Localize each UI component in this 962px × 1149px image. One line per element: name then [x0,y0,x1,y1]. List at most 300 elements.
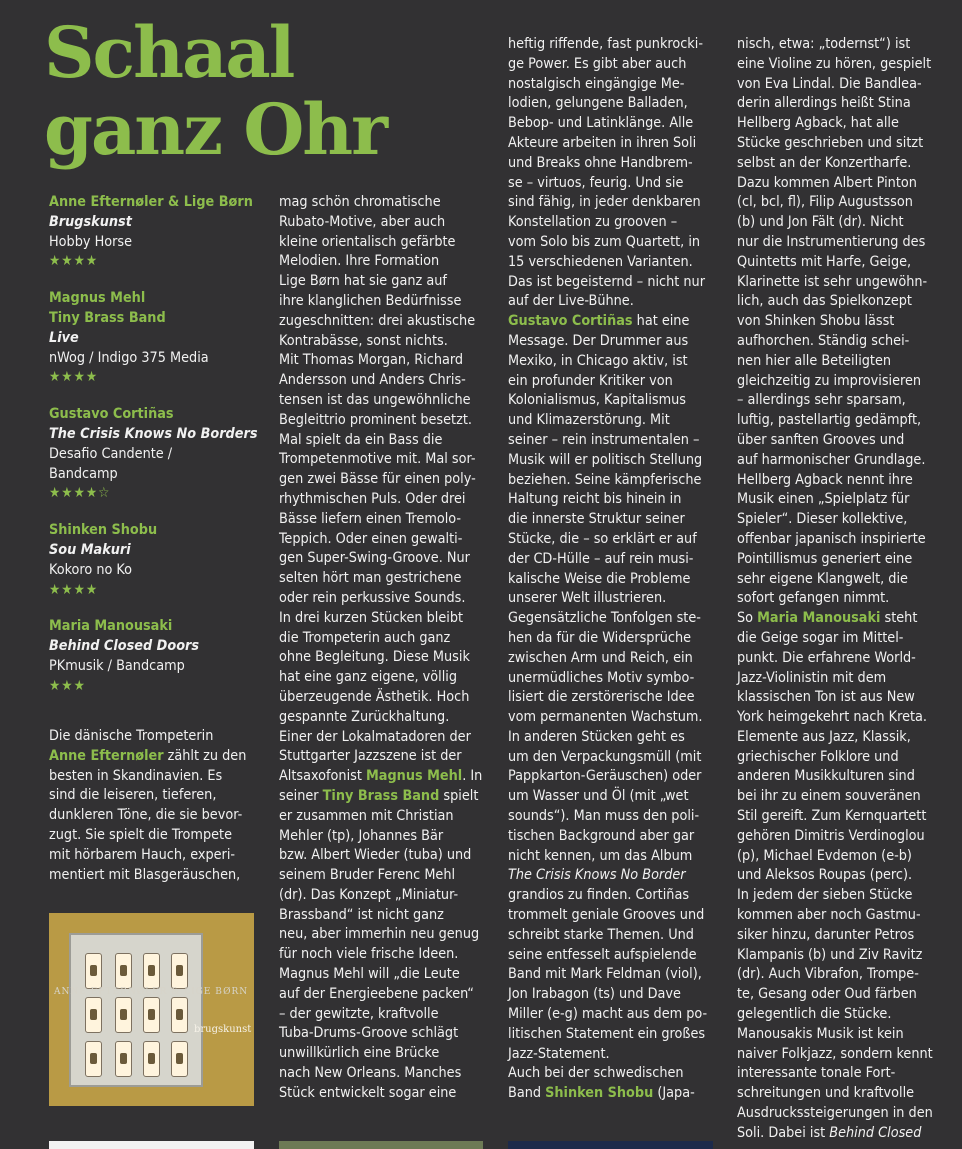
text-segment: Musik will er politisch Stellung [508,451,703,468]
text-line [508,35,723,55]
text-segment: anderen Musikkulturen sind [737,768,915,785]
text-line [279,906,494,926]
text-segment: mag schön chromatische [279,194,441,210]
text-line [508,589,723,609]
artist-mention: Tiny Brass Band [322,787,440,804]
text-line [737,411,952,431]
text-line [737,866,952,886]
text-segment: litischen Statement ein großes [508,1025,706,1042]
text-line [508,886,723,906]
text-segment: Bebop- und Latinklänge. Alle [508,115,694,132]
text-segment: gen zwei Bässe für einen poly- [279,471,476,488]
album-mention: The Crisis Knows No Border [508,867,686,884]
text-segment: vom Solo bis zum Quartett, in [508,233,701,250]
text-segment: unserer Welt illustrieren. [508,590,667,607]
text-line [508,827,723,847]
text-segment: Stück entwickelt sogar eine [279,1084,457,1101]
text-segment: Haltung reicht bis hinein in [508,491,682,508]
text-line [737,708,952,728]
text-line [279,530,494,550]
text-line [508,510,723,530]
cover-album-text: brugskunst [194,1024,252,1035]
text-line [49,786,259,806]
text-segment: Stil gereift. Zum Kernquartett [737,808,927,825]
text-segment: zwischen Arm und Reich, ein [508,649,693,666]
text-line [737,451,952,471]
review-label: Desafio Candente / [49,445,173,462]
text-line [279,589,494,609]
text-segment: Klarinette ist sehr ungewöhn- [737,273,928,290]
text-line [508,174,723,194]
text-segment: hat eine ganz eigene, völlig [279,669,458,686]
review-label: nWog / Indigo 375 Media [49,349,209,366]
text-segment: So [737,610,758,627]
text-line [508,629,723,649]
text-line [737,669,952,689]
text-segment: nostalgisch eingängige Me- [508,75,685,92]
text-segment: Manousakis Musik ist kein [737,1025,904,1042]
text-segment: sounds“). Man muss den poli- [508,808,700,825]
artist-mention: Shinken Shobu [545,1085,654,1102]
text-segment: sind die leiseren, tieferen, [49,787,217,804]
text-line [508,273,723,293]
text-line [508,233,723,253]
text-segment: offenbar japanisch inspirierte [737,530,926,547]
review-album: Live [49,329,79,346]
text-segment: Ausdruckssteigerungen in den [737,1105,933,1122]
text-line [508,946,723,966]
text-line [279,1084,494,1104]
text-line [508,866,723,886]
text-line [737,1025,952,1045]
text-line [279,708,494,728]
text-segment: Das ist begeisternd – nicht nur [508,273,705,290]
text-segment: Tuba-Drums-Groove schlägt [279,1025,459,1042]
text-segment: tensen ist das ungewöhnliche [279,391,471,408]
album-cover-partial [49,1141,254,1149]
text-segment: 15 verschiedenen Varianten. [508,253,693,270]
text-segment: auf der Live-Bühne. [508,293,634,310]
text-segment: ein profunder Kritiker von [508,372,673,389]
text-segment: schreitungen und kraftvolle [737,1085,915,1102]
text-segment: lisiert die zerstörerische Idee [508,689,695,706]
text-line [49,747,259,767]
text-line [508,847,723,867]
text-segment: schreibt starke Themen. Und [508,926,694,943]
album-mention: Behind Closed [829,1124,922,1141]
review-artist: Maria Manousaki [49,618,173,635]
text-segment: heftig riffende, fast punkrocki- [508,36,703,52]
text-segment: seiner – rein instrumentalen – [508,431,700,448]
text-segment: vom permanenten Wachstum. [508,709,703,726]
text-segment: Mehler (tp), Johannes Bär [279,827,444,844]
text-line [737,847,952,867]
text-segment: Stücke, die – so erklärt er auf [508,530,697,547]
text-segment: Bässe liefern einen Tremolo- [279,510,462,527]
text-segment: grandios zu finden. Cortiñas [508,887,690,904]
text-segment: zählt zu den [163,747,247,764]
text-segment: Soli. Dabei ist [737,1124,830,1141]
text-line [737,550,952,570]
text-segment: (Japa- [653,1085,695,1102]
text-line [279,747,494,767]
text-segment: seiner [279,787,323,804]
review-list [49,193,259,714]
text-segment: kalische Weise die Probleme [508,570,691,587]
text-line [279,510,494,530]
album-cover-brugskunst [49,913,254,1106]
review-album: Brugskunst [49,213,132,230]
text-line [737,510,952,530]
review-box [49,289,259,388]
text-segment: unermüdliches Motiv symbo- [508,669,695,686]
article-column-3 [508,35,723,1104]
text-line [508,787,723,807]
text-line [737,253,952,273]
text-segment: Stücke geschrieben und sitzt [737,134,924,151]
text-segment: In drei kurzen Stücken bleibt [279,609,464,626]
artist-mention: Magnus Mehl [365,768,463,785]
text-line [508,985,723,1005]
text-line [279,312,494,332]
text-line [737,352,952,372]
text-line [508,926,723,946]
text-line [508,411,723,431]
rating-stars: ★★★★ [49,253,99,270]
text-line [737,233,952,253]
text-line [737,827,952,847]
text-line [508,708,723,728]
text-segment: se – virtuos, feurig. Und sie [508,174,684,191]
artist-mention: Anne Efternøler [49,747,164,764]
text-segment: hat eine [632,313,690,330]
text-line [279,193,494,213]
text-line [737,926,952,946]
text-line [737,906,952,926]
text-line [279,866,494,886]
text-line [737,985,952,1005]
artist-mention: Gustavo Cortiñas [508,313,633,330]
text-segment: für noch viele frische Ideen. [279,946,459,963]
text-segment: nicht kennen, um das Album [508,847,693,864]
text-line [737,570,952,590]
text-segment: gespannte Zurückhaltung. [279,708,450,725]
text-segment: Konstellation zu grooven – [508,214,678,231]
text-segment: gehören Dimitris Verdinoglou [737,827,925,844]
text-line [508,767,723,787]
text-line [737,174,952,194]
text-line [508,669,723,689]
text-line [737,629,952,649]
text-segment: selten hört man gestrichene [279,570,462,587]
text-segment: besten in Skandinavien. Es [49,767,223,784]
text-segment: siker hinzu, darunter Petros [737,926,915,943]
text-line [49,727,259,747]
text-segment: In anderen Stücken geht es [508,728,685,745]
text-segment: Klampanis (b) und Ziv Ravitz [737,946,923,963]
text-segment: (p), Michael Evdemon (e-b) [737,847,912,864]
text-segment: – der gewitzte, kraftvolle [279,1005,439,1022]
text-line [279,846,494,866]
text-segment: Dazu kommen Albert Pinton [737,174,917,191]
text-segment: Jazz-Statement. [508,1045,610,1062]
text-line [737,213,952,233]
rating-stars: ★★★★ [49,369,99,386]
text-line [737,35,952,55]
text-line [737,75,952,95]
cover-artist-text: ANNE EFTERNØLER & LIGE BØRN [54,987,249,997]
text-segment: hen da für die Widersprüche [508,629,692,646]
text-segment: bzw. Albert Wieder (tuba) und [279,847,472,864]
text-line [508,253,723,273]
text-segment: der CD-Hülle – auf rein musi- [508,550,694,567]
text-segment: Altsaxofonist [279,768,366,785]
text-line [737,1045,952,1065]
review-album: Sou Makuri [49,541,131,558]
review-artist: Gustavo Cortiñas [49,406,174,423]
text-segment: Message. Der Drummer aus [508,332,689,349]
text-segment: Einer der Lokalmatadoren der [279,728,471,745]
text-line [279,629,494,649]
text-line [49,866,259,886]
text-segment: Band [508,1085,546,1102]
text-segment: beziehen. Seine kämpferische [508,471,702,488]
text-segment: auf harmonischer Grundlage. [737,451,926,468]
text-segment: und Breaks ohne Handbrem- [508,154,693,171]
text-segment: mentiert mit Blasgeräuschen, [49,866,241,883]
text-segment: gelegentlich die Stücke. [737,1006,892,1023]
text-segment: Lige Børn hat sie ganz auf [279,273,447,290]
text-segment: (b) und Jon Fält (dr). Nicht [737,214,904,231]
text-line [279,985,494,1005]
album-cover-partial [508,1141,713,1149]
text-segment: Gegensätzliche Tonfolgen ste- [508,610,701,627]
text-line [737,1005,952,1025]
text-line [279,807,494,827]
text-segment: eine Violine zu hören, gespielt [737,55,932,72]
rating-stars: ★★★★☆ [49,485,111,502]
text-segment: gen Super-Swing-Groove. Nur [279,550,470,567]
text-line [737,134,952,154]
text-line [737,787,952,807]
text-segment: Die dänische Trompeterin [49,728,214,744]
text-line [279,233,494,253]
text-line [279,787,494,807]
text-segment: ge Power. Es gibt aber auch [508,55,687,72]
text-segment: dunkleren Töne, die sie bevor- [49,807,243,824]
text-segment: seinem Bruder Ferenc Mehl [279,867,456,884]
rating-stars: ★★★★ [49,581,99,598]
review-label: Kokoro no Ko [49,561,133,578]
text-line [508,154,723,174]
text-segment: nach New Orleans. Manches [279,1065,462,1082]
text-segment: bei ihr zu einem souveränen [737,788,921,805]
text-line [508,649,723,669]
text-line [279,371,494,391]
text-segment: spielt [439,787,479,804]
review-label: Hobby Horse [49,233,133,250]
text-segment: oder rein perkussive Sounds. [279,589,466,606]
text-segment: interessante tonale Fort- [737,1065,896,1082]
text-line [737,273,952,293]
text-line [508,391,723,411]
text-segment: Pointillismus generiert eine [737,550,913,567]
text-line [279,351,494,371]
text-line [737,1064,952,1084]
text-segment: tischen Background aber gar [508,827,695,844]
text-segment: die Trompeterin auch ganz [279,629,451,646]
text-segment: . In [462,768,483,785]
review-box [49,521,259,600]
text-line [737,154,952,174]
text-line [508,292,723,312]
text-line [279,213,494,233]
text-line [49,826,259,846]
text-segment: unwillkürlich eine Brücke [279,1045,440,1062]
text-segment: luftig, pastellartig gedämpft, [737,412,922,429]
text-segment: Mal spielt da ein Bass die [279,431,443,448]
text-line [279,1044,494,1064]
text-segment: Begleittrio prominent besetzt. [279,411,472,428]
text-line [279,945,494,965]
text-segment: Teppich. Oder einen gewalti- [279,530,463,547]
text-segment: Kolonialismus, Kapitalismus [508,392,687,409]
text-line [737,589,952,609]
text-line [737,886,952,906]
text-line [279,569,494,589]
text-line [279,470,494,490]
text-segment: Quintetts mit Harfe, Geige, [737,253,912,270]
text-line [508,372,723,392]
text-segment: punkt. Die erfahrene World- [737,649,916,666]
text-line [279,292,494,312]
text-line [279,391,494,411]
title-line: Schaal [44,11,294,94]
text-segment: Akteure arbeiten in ihren Soli [508,134,697,151]
review-artist: Magnus Mehl [49,290,146,307]
text-line [279,609,494,629]
text-segment: Hellberg Agback, hat alle [737,115,899,132]
text-segment: lich, auch das Spielkonzept [737,293,912,310]
text-line [737,332,952,352]
page-title [44,11,387,171]
text-segment: von Eva Lindal. Die Bandlea- [737,75,922,92]
text-line [737,609,952,629]
text-segment: um Wasser und Öl (mit „wet [508,788,689,805]
text-line [737,431,952,451]
text-line [737,391,952,411]
text-line [737,946,952,966]
text-line [279,1064,494,1084]
text-line [508,728,723,748]
text-line [737,748,952,768]
text-line [508,55,723,75]
text-segment: überzeugende Ästhetik. Hoch [279,688,470,705]
text-line [737,490,952,510]
text-line [279,827,494,847]
text-line [737,530,952,550]
text-line [737,114,952,134]
text-line [737,649,952,669]
text-line [508,609,723,629]
text-line [508,965,723,985]
text-line [279,450,494,470]
text-line [279,925,494,945]
text-segment: Mit Thomas Morgan, Richard [279,352,464,369]
text-line [279,1005,494,1025]
text-segment: trommelt geniale Grooves und [508,907,705,924]
text-line [279,688,494,708]
text-line [737,1124,952,1144]
text-segment: nen hier alle Beteiligten [737,352,892,369]
text-segment: ohne Begleitung. Diese Musik [279,649,470,666]
text-segment: (dr). Auch Vibrafon, Trompe- [737,966,919,983]
review-artist: Anne Efternøler & Lige Børn [49,194,253,210]
text-segment: Brassband“ ist nicht ganz [279,906,444,923]
text-segment: (dr). Das Konzept „Miniatur- [279,886,459,903]
text-segment: griechischer Folklore und [737,748,899,765]
text-line [279,332,494,352]
rating-stars: ★★★ [49,677,86,694]
text-segment: Kontrabässe, sonst nichts. [279,332,448,349]
review-album: The Crisis Knows No Borders [49,425,258,442]
text-line [508,688,723,708]
review-artist: Tiny Brass Band [49,309,166,326]
article-column-1 [49,727,259,885]
text-line [508,312,723,332]
text-segment: Hellberg Agback nennt ihre [737,471,913,488]
text-segment: gleichzeitig zu improvisieren [737,372,922,389]
text-segment: auf der Energieebene packen“ [279,985,474,1002]
text-segment: selbst an der Konzertharfe. [737,154,912,171]
text-segment: Jon Irabagon (ts) und Dave [508,986,681,1003]
text-line [279,549,494,569]
text-line [737,471,952,491]
text-line [508,748,723,768]
text-line [508,332,723,352]
text-segment: und Aleksos Roupas (perc). [737,867,913,884]
text-segment: steht [880,610,918,627]
review-box [49,193,259,272]
text-segment: die innerste Struktur seiner [508,511,685,528]
text-segment: (cl, bcl, fl), Filip Augustsson [737,194,913,211]
review-box [49,405,259,504]
text-segment: von Shinken Shobu lässt [737,313,895,330]
text-segment: Auch bei der schwedischen [508,1065,684,1082]
text-segment: neu, aber immerhin neu genug [279,926,480,943]
review-label: PKmusik / Bandcamp [49,657,185,674]
text-line [49,806,259,826]
text-segment: Magnus Mehl will „die Leute [279,966,460,983]
text-line [279,767,494,787]
text-segment: Jazz-Violinistin mit dem [737,669,887,686]
text-line [737,767,952,787]
text-segment: über sanften Grooves und [737,431,905,448]
article-column-4 [737,35,952,1144]
text-line [737,807,952,827]
text-segment: ihre klanglichen Bedürfnisse [279,292,462,309]
text-line [508,114,723,134]
text-segment: rhythmischen Puls. Oder drei [279,490,466,507]
text-line [279,411,494,431]
text-segment: zugt. Sie spielt die Trompete [49,826,232,843]
text-segment: Trompetenmotive mit. Mal sor- [279,451,476,468]
text-line [508,75,723,95]
text-segment: die Geige sogar im Mittel- [737,629,904,646]
text-segment: nisch, etwa: „todernst“) ist [737,36,911,52]
text-line [508,451,723,471]
text-segment: derin allerdings heißt Stina [737,95,911,112]
